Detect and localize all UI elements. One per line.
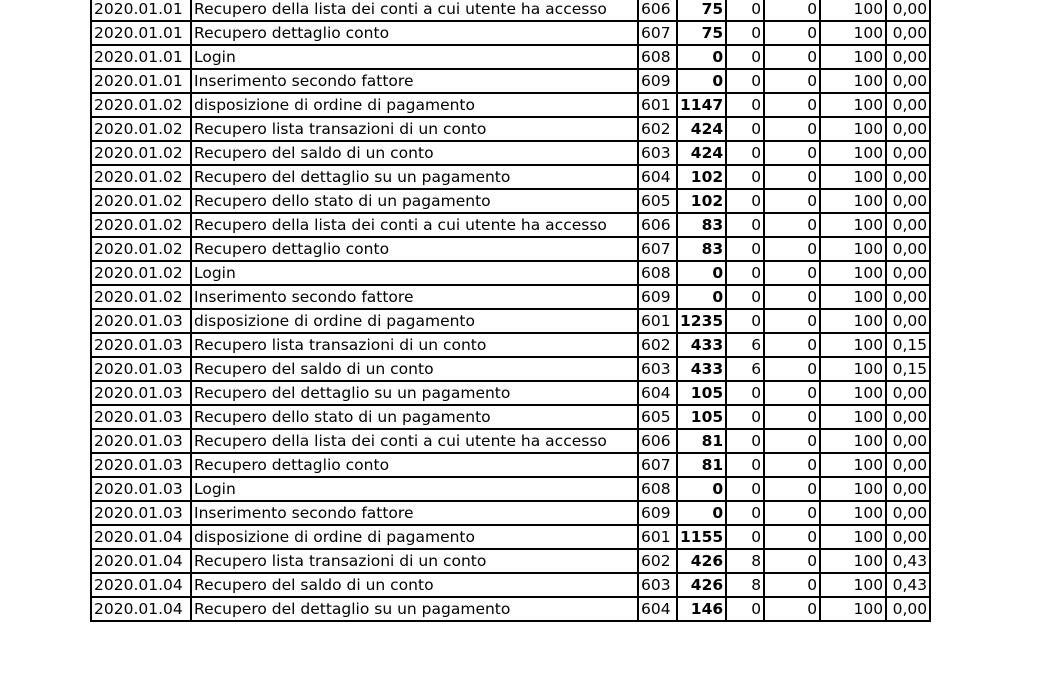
- other-cell: 0: [764, 117, 820, 141]
- count-cell: 102: [677, 165, 726, 189]
- table-row: [91, 501, 930, 525]
- errors-cell: 0: [726, 21, 764, 45]
- code-cell: 601: [638, 309, 677, 333]
- date-cell: 2020.01.02: [91, 285, 191, 309]
- errors-cell: 0: [726, 285, 764, 309]
- other-cell: 0: [764, 525, 820, 549]
- date-cell: 2020.01.03: [91, 405, 191, 429]
- rate-cell: 0,15: [886, 333, 930, 357]
- date-cell: 2020.01.03: [91, 381, 191, 405]
- code-cell: 602: [638, 333, 677, 357]
- other-cell: 0: [764, 501, 820, 525]
- rate-cell: 0,00: [886, 21, 930, 45]
- rate-cell: 0,00: [886, 501, 930, 525]
- description-cell: disposizione di ordine di pagamento: [191, 309, 638, 333]
- table-row: [91, 141, 930, 165]
- description-cell: Recupero della lista dei conti a cui utente ha accesso: [191, 213, 638, 237]
- percent-cell: 100: [820, 573, 886, 597]
- code-cell: 605: [638, 405, 677, 429]
- rate-cell: 0,15: [886, 357, 930, 381]
- rate-cell: 0,00: [886, 453, 930, 477]
- date-cell: 2020.01.03: [91, 333, 191, 357]
- table-row: [91, 213, 930, 237]
- date-cell: 2020.01.02: [91, 261, 191, 285]
- errors-cell: 0: [726, 525, 764, 549]
- count-cell: 424: [677, 141, 726, 165]
- errors-cell: 0: [726, 93, 764, 117]
- count-cell: 105: [677, 381, 726, 405]
- other-cell: 0: [764, 189, 820, 213]
- code-cell: 605: [638, 189, 677, 213]
- errors-cell: 6: [726, 357, 764, 381]
- percent-cell: 100: [820, 69, 886, 93]
- date-cell: 2020.01.02: [91, 141, 191, 165]
- other-cell: 0: [764, 45, 820, 69]
- table-row: [91, 597, 930, 621]
- date-cell: 2020.01.02: [91, 93, 191, 117]
- errors-cell: 0: [726, 69, 764, 93]
- description-cell: Inserimento secondo fattore: [191, 501, 638, 525]
- count-cell: 0: [677, 477, 726, 501]
- percent-cell: 100: [820, 453, 886, 477]
- other-cell: 0: [764, 333, 820, 357]
- percent-cell: 100: [820, 165, 886, 189]
- other-cell: 0: [764, 429, 820, 453]
- date-cell: 2020.01.04: [91, 525, 191, 549]
- other-cell: 0: [764, 285, 820, 309]
- count-cell: 426: [677, 549, 726, 573]
- description-cell: Inserimento secondo fattore: [191, 69, 638, 93]
- description-cell: Recupero dello stato di un pagamento: [191, 189, 638, 213]
- errors-cell: 0: [726, 45, 764, 69]
- other-cell: 0: [764, 453, 820, 477]
- count-cell: 83: [677, 237, 726, 261]
- code-cell: 606: [638, 0, 677, 21]
- percent-cell: 100: [820, 261, 886, 285]
- percent-cell: 100: [820, 333, 886, 357]
- other-cell: 0: [764, 21, 820, 45]
- other-cell: 0: [764, 141, 820, 165]
- rate-cell: 0,00: [886, 93, 930, 117]
- count-cell: 433: [677, 333, 726, 357]
- date-cell: 2020.01.04: [91, 597, 191, 621]
- percent-cell: 100: [820, 189, 886, 213]
- other-cell: 0: [764, 165, 820, 189]
- errors-cell: 0: [726, 213, 764, 237]
- other-cell: 0: [764, 261, 820, 285]
- percent-cell: 100: [820, 405, 886, 429]
- count-cell: 105: [677, 405, 726, 429]
- rate-cell: 0,43: [886, 573, 930, 597]
- date-cell: 2020.01.03: [91, 477, 191, 501]
- code-cell: 604: [638, 165, 677, 189]
- description-cell: Login: [191, 45, 638, 69]
- count-cell: 433: [677, 357, 726, 381]
- table-row: [91, 525, 930, 549]
- count-cell: 1147: [677, 93, 726, 117]
- rate-cell: 0,00: [886, 0, 930, 21]
- table-row: [91, 381, 930, 405]
- count-cell: 83: [677, 213, 726, 237]
- table-row: [91, 429, 930, 453]
- code-cell: 601: [638, 93, 677, 117]
- description-cell: Recupero dettaglio conto: [191, 453, 638, 477]
- table-row: [91, 45, 930, 69]
- errors-cell: 0: [726, 309, 764, 333]
- errors-cell: 0: [726, 381, 764, 405]
- date-cell: 2020.01.02: [91, 189, 191, 213]
- rate-cell: 0,00: [886, 237, 930, 261]
- errors-cell: 6: [726, 333, 764, 357]
- code-cell: 608: [638, 261, 677, 285]
- rate-cell: 0,00: [886, 189, 930, 213]
- percent-cell: 100: [820, 525, 886, 549]
- percent-cell: 100: [820, 45, 886, 69]
- count-cell: 102: [677, 189, 726, 213]
- percent-cell: 100: [820, 141, 886, 165]
- date-cell: 2020.01.03: [91, 309, 191, 333]
- count-cell: 0: [677, 501, 726, 525]
- count-cell: 81: [677, 453, 726, 477]
- code-cell: 604: [638, 381, 677, 405]
- count-cell: 424: [677, 117, 726, 141]
- percent-cell: 100: [820, 597, 886, 621]
- code-cell: 607: [638, 21, 677, 45]
- rate-cell: 0,00: [886, 213, 930, 237]
- count-cell: 0: [677, 45, 726, 69]
- rate-cell: 0,00: [886, 117, 930, 141]
- code-cell: 607: [638, 237, 677, 261]
- code-cell: 607: [638, 453, 677, 477]
- date-cell: 2020.01.03: [91, 357, 191, 381]
- percent-cell: 100: [820, 309, 886, 333]
- errors-cell: 8: [726, 549, 764, 573]
- rate-cell: 0,00: [886, 381, 930, 405]
- count-cell: 0: [677, 69, 726, 93]
- code-cell: 606: [638, 213, 677, 237]
- count-cell: 426: [677, 573, 726, 597]
- rate-cell: 0,43: [886, 549, 930, 573]
- errors-cell: 0: [726, 165, 764, 189]
- errors-cell: 0: [726, 117, 764, 141]
- code-cell: 602: [638, 549, 677, 573]
- description-cell: Recupero lista transazioni di un conto: [191, 333, 638, 357]
- table-row: [91, 165, 930, 189]
- date-cell: 2020.01.03: [91, 501, 191, 525]
- percent-cell: 100: [820, 381, 886, 405]
- percent-cell: 100: [820, 549, 886, 573]
- date-cell: 2020.01.01: [91, 21, 191, 45]
- other-cell: 0: [764, 213, 820, 237]
- code-cell: 603: [638, 573, 677, 597]
- date-cell: 2020.01.03: [91, 453, 191, 477]
- report-table-body: [91, 0, 930, 621]
- percent-cell: 100: [820, 285, 886, 309]
- other-cell: 0: [764, 69, 820, 93]
- count-cell: 1155: [677, 525, 726, 549]
- date-cell: 2020.01.04: [91, 573, 191, 597]
- table-row: [91, 189, 930, 213]
- code-cell: 601: [638, 525, 677, 549]
- description-cell: Recupero lista transazioni di un conto: [191, 117, 638, 141]
- table-row: [91, 261, 930, 285]
- table-row: [91, 453, 930, 477]
- description-cell: Recupero del dettaglio su un pagamento: [191, 381, 638, 405]
- other-cell: 0: [764, 405, 820, 429]
- errors-cell: 0: [726, 405, 764, 429]
- errors-cell: 0: [726, 141, 764, 165]
- percent-cell: 100: [820, 357, 886, 381]
- date-cell: 2020.01.01: [91, 45, 191, 69]
- code-cell: 604: [638, 597, 677, 621]
- other-cell: 0: [764, 573, 820, 597]
- rate-cell: 0,00: [886, 141, 930, 165]
- count-cell: 146: [677, 597, 726, 621]
- code-cell: 603: [638, 141, 677, 165]
- date-cell: 2020.01.03: [91, 429, 191, 453]
- date-cell: 2020.01.01: [91, 69, 191, 93]
- other-cell: 0: [764, 549, 820, 573]
- errors-cell: 0: [726, 477, 764, 501]
- rate-cell: 0,00: [886, 261, 930, 285]
- percent-cell: 100: [820, 429, 886, 453]
- code-cell: 609: [638, 285, 677, 309]
- description-cell: Recupero dello stato di un pagamento: [191, 405, 638, 429]
- table-row: [91, 93, 930, 117]
- description-cell: disposizione di ordine di pagamento: [191, 93, 638, 117]
- description-cell: Recupero dettaglio conto: [191, 237, 638, 261]
- description-cell: Login: [191, 261, 638, 285]
- table-row: [91, 285, 930, 309]
- rate-cell: 0,00: [886, 45, 930, 69]
- errors-cell: 0: [726, 261, 764, 285]
- percent-cell: 100: [820, 21, 886, 45]
- description-cell: Recupero del dettaglio su un pagamento: [191, 165, 638, 189]
- date-cell: 2020.01.02: [91, 213, 191, 237]
- code-cell: 609: [638, 501, 677, 525]
- rate-cell: 0,00: [886, 165, 930, 189]
- errors-cell: 8: [726, 573, 764, 597]
- description-cell: Inserimento secondo fattore: [191, 285, 638, 309]
- rate-cell: 0,00: [886, 405, 930, 429]
- table-row: [91, 549, 930, 573]
- date-cell: 2020.01.02: [91, 117, 191, 141]
- other-cell: 0: [764, 381, 820, 405]
- code-cell: 608: [638, 45, 677, 69]
- date-cell: 2020.01.02: [91, 165, 191, 189]
- table-row: [91, 333, 930, 357]
- errors-cell: 0: [726, 501, 764, 525]
- description-cell: Login: [191, 477, 638, 501]
- rate-cell: 0,00: [886, 477, 930, 501]
- date-cell: 2020.01.04: [91, 549, 191, 573]
- errors-cell: 0: [726, 237, 764, 261]
- table-row: [91, 69, 930, 93]
- code-cell: 608: [638, 477, 677, 501]
- other-cell: 0: [764, 357, 820, 381]
- errors-cell: 0: [726, 0, 764, 21]
- table-row: [91, 357, 930, 381]
- rate-cell: 0,00: [886, 69, 930, 93]
- count-cell: 75: [677, 0, 726, 21]
- rate-cell: 0,00: [886, 597, 930, 621]
- rate-cell: 0,00: [886, 285, 930, 309]
- table-row: [91, 117, 930, 141]
- count-cell: 0: [677, 261, 726, 285]
- table-row: [91, 477, 930, 501]
- table-row: [91, 573, 930, 597]
- other-cell: 0: [764, 0, 820, 21]
- table-row: [91, 0, 930, 21]
- code-cell: 603: [638, 357, 677, 381]
- percent-cell: 100: [820, 477, 886, 501]
- table-row: [91, 405, 930, 429]
- table-row: [91, 309, 930, 333]
- description-cell: disposizione di ordine di pagamento: [191, 525, 638, 549]
- description-cell: Recupero del dettaglio su un pagamento: [191, 597, 638, 621]
- description-cell: Recupero della lista dei conti a cui utente ha accesso: [191, 429, 638, 453]
- percent-cell: 100: [820, 93, 886, 117]
- report-table: [90, 0, 931, 622]
- percent-cell: 100: [820, 117, 886, 141]
- date-cell: 2020.01.01: [91, 0, 191, 21]
- other-cell: 0: [764, 477, 820, 501]
- percent-cell: 100: [820, 0, 886, 21]
- percent-cell: 100: [820, 213, 886, 237]
- count-cell: 0: [677, 285, 726, 309]
- date-cell: 2020.01.02: [91, 237, 191, 261]
- rate-cell: 0,00: [886, 525, 930, 549]
- description-cell: Recupero dettaglio conto: [191, 21, 638, 45]
- description-cell: Recupero lista transazioni di un conto: [191, 549, 638, 573]
- percent-cell: 100: [820, 237, 886, 261]
- errors-cell: 0: [726, 453, 764, 477]
- rate-cell: 0,00: [886, 309, 930, 333]
- description-cell: Recupero del saldo di un conto: [191, 357, 638, 381]
- other-cell: 0: [764, 237, 820, 261]
- description-cell: Recupero del saldo di un conto: [191, 141, 638, 165]
- rate-cell: 0,00: [886, 429, 930, 453]
- count-cell: 81: [677, 429, 726, 453]
- other-cell: 0: [764, 309, 820, 333]
- other-cell: 0: [764, 93, 820, 117]
- count-cell: 1235: [677, 309, 726, 333]
- errors-cell: 0: [726, 597, 764, 621]
- other-cell: 0: [764, 597, 820, 621]
- code-cell: 609: [638, 69, 677, 93]
- percent-cell: 100: [820, 501, 886, 525]
- errors-cell: 0: [726, 189, 764, 213]
- description-cell: Recupero del saldo di un conto: [191, 573, 638, 597]
- table-row: [91, 237, 930, 261]
- table-row: [91, 21, 930, 45]
- errors-cell: 0: [726, 429, 764, 453]
- code-cell: 602: [638, 117, 677, 141]
- count-cell: 75: [677, 21, 726, 45]
- description-cell: Recupero della lista dei conti a cui utente ha accesso: [191, 0, 638, 21]
- code-cell: 606: [638, 429, 677, 453]
